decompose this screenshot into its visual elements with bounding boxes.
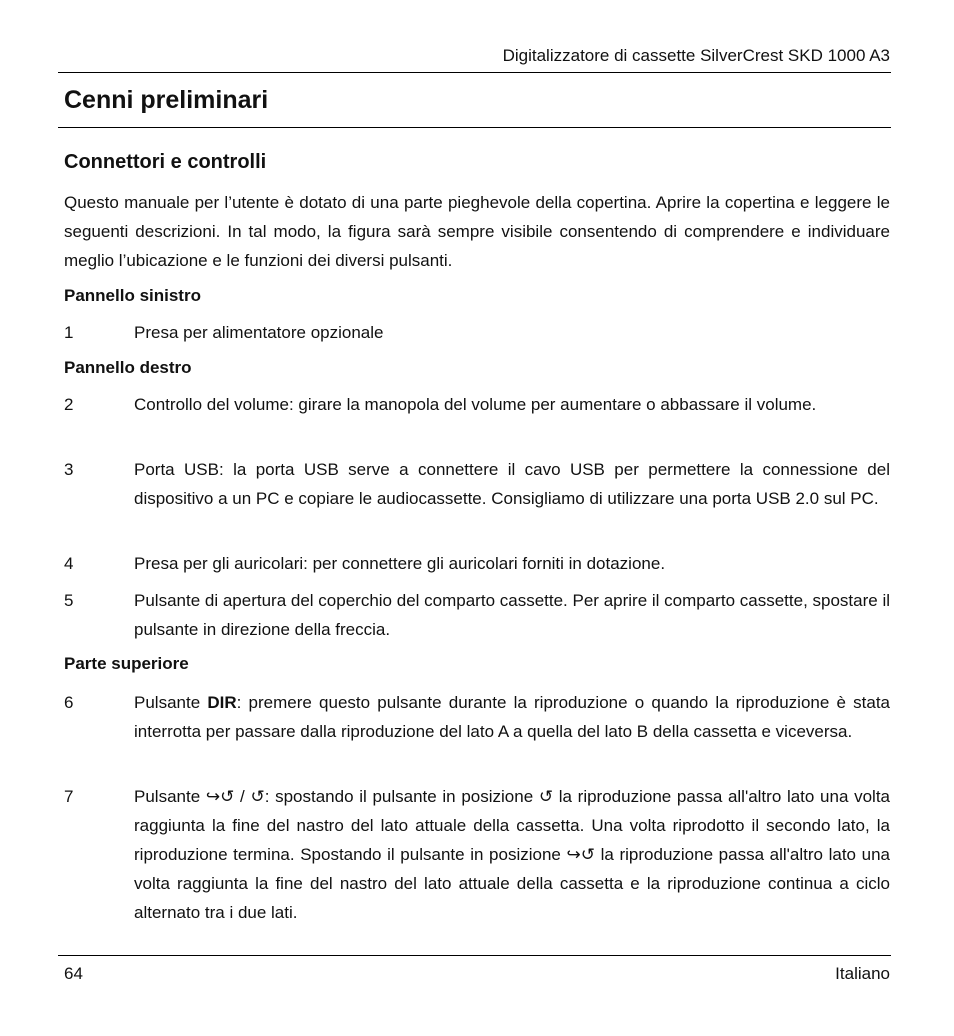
item-text-part: Pulsante — [134, 787, 206, 806]
item-text — [134, 688, 890, 746]
item-number: 3 — [64, 460, 74, 479]
single-return-icon: ↺ — [250, 787, 265, 806]
section-rule — [58, 127, 891, 128]
item-number: 6 — [64, 693, 74, 712]
group-title-right-panel: Pannello destro — [64, 358, 192, 377]
page-number: 64 — [64, 964, 83, 983]
single-return-icon: ↺ — [538, 787, 554, 806]
group-title-left-panel: Pannello sinistro — [64, 286, 201, 305]
item-text: Pulsante di apertura del coperchio del comparto cassette. Per aprire il comparto cassette, spostare il pulsante in direzione della freccia. — [134, 591, 890, 639]
item-number: 2 — [64, 395, 74, 414]
item-text — [134, 782, 890, 927]
subsection-title: Connettori e controlli — [64, 151, 267, 173]
item-number: 5 — [64, 591, 74, 610]
header-rule — [58, 72, 891, 73]
footer-language: Italiano — [835, 964, 890, 983]
item-text-part: la riproduzione passa all'altro lato una volta raggiunta la fine del nastro del lato attuale della cassetta. Una volta riprodotto il secondo lato, la riproduzione termina. Spostando il pulsante in posizione — [134, 787, 890, 864]
item-text-prefix: Pulsante — [134, 693, 208, 712]
item-text-part: : spostando il pulsante in posizione — [264, 787, 539, 806]
dir-button-label: DIR — [207, 693, 237, 712]
continuous-repeat-icon: ↪↺ — [566, 845, 595, 864]
group-title-top: Parte superiore — [64, 654, 189, 673]
running-header: Digitalizzatore di cassette SilverCrest SKD 1000 A3 — [502, 46, 890, 65]
item-text-part: / — [234, 787, 251, 806]
item-text-suffix: : premere questo pulsante durante la riproduzione o quando la riproduzione è stata interrotta per passare dalla riproduzione del lato A a quella del lato B della cassetta e viceversa. — [134, 693, 890, 741]
item-number: 7 — [64, 787, 74, 806]
item-text: Presa per gli auricolari: per connettere gli auricolari forniti in dotazione. — [134, 554, 666, 573]
item-text: Controllo del volume: girare la manopola del volume per aumentare o abbassare il volume. — [134, 395, 817, 414]
item-number: 4 — [64, 554, 74, 573]
item-text-part: la riproduzione passa all'altro lato una volta raggiunta la fine del nastro del lato attuale della cassetta e la riproduzione continua a ciclo alternato tra i due lati. — [134, 845, 890, 922]
section-title: Cenni preliminari — [64, 86, 269, 114]
continuous-repeat-icon: ↪↺ — [205, 787, 235, 806]
intro-paragraph: Questo manuale per l’utente è dotato di una parte pieghevole della copertina. Aprire la copertina e leggere le seguenti descrizioni. In tal modo, la figura sarà sempre visibile consentendo di comprendere e individuare meglio l’ubicazione e le funzioni dei diversi pulsanti. — [64, 193, 890, 270]
item-text: Porta USB: la porta USB serve a connettere il cavo USB per permettere la connessione del dispositivo a un PC e copiare le audiocassette. Consigliamo di utilizzare una porta USB 2.0 sul PC. — [134, 460, 890, 508]
item-number: 1 — [64, 323, 74, 342]
footer-rule — [58, 955, 891, 956]
item-text: Presa per alimentatore opzionale — [134, 323, 384, 342]
